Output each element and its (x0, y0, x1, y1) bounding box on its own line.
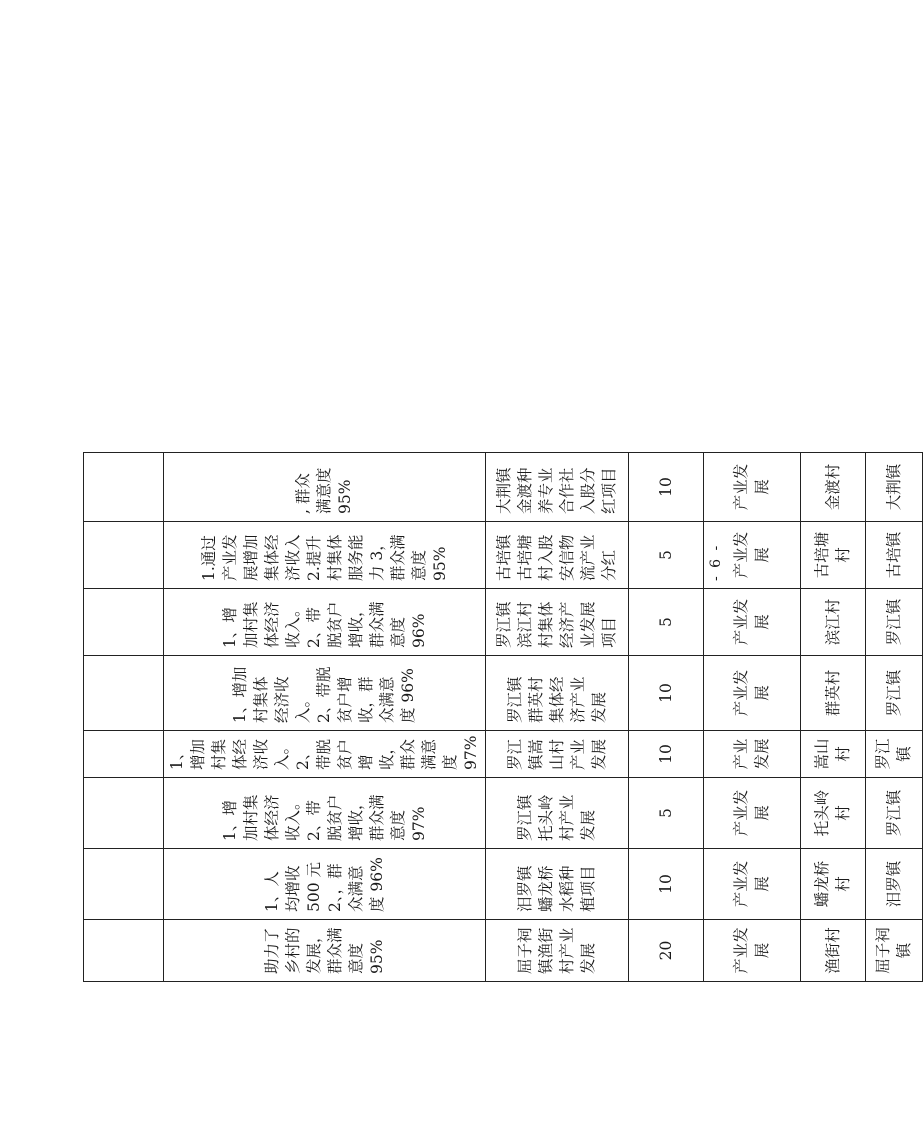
blank-cell (84, 849, 164, 920)
category-cell: 产业发展 (704, 522, 801, 589)
benefit-line: 2、带脱贫户增收，群众满意度 96% (315, 666, 417, 723)
blank-cell (84, 522, 164, 589)
project-cell: 古培镇古培塘村入股安信物流产业分红 (486, 522, 629, 589)
benefit-line: 助力了乡村的发展，群众满意度 95% (262, 927, 386, 974)
project-cell: 罗江镇嵩山村产业发展 (486, 731, 629, 778)
category-cell: 产业发展 (704, 589, 801, 656)
row-village (801, 82, 866, 982)
project-cell: 大荆镇金渡种养专业合作社入股分红项目 (486, 453, 629, 522)
benefit-cell (164, 778, 486, 849)
project-cell: 罗江镇群英村集体经济产业发展 (486, 656, 629, 731)
row-amount (629, 82, 704, 982)
amount-cell: 10 (629, 731, 704, 778)
village-cell: 渔街村 (801, 920, 866, 982)
benefit-line: 1、增加村集体经济收入。 (220, 601, 302, 648)
benefit-cell (164, 656, 486, 731)
category-cell: 产业发展 (704, 656, 801, 731)
village-cell: 古培塘村 (801, 522, 866, 589)
benefit-line: , 群众满意度 95% (294, 467, 354, 514)
row-category (704, 82, 801, 982)
benefit-line: 1、增加村集体经济收入。 (220, 794, 302, 841)
blank-cell (84, 453, 164, 522)
table-body (84, 82, 923, 982)
row-town (866, 82, 923, 982)
benefit-line: 2、带脱贫户增收，群众满意度 96% (304, 601, 428, 648)
blank-cell (84, 778, 164, 849)
blank-cell (84, 589, 164, 656)
category-cell: 产业发展 (704, 731, 801, 778)
amount-cell: 10 (629, 849, 704, 920)
blank-cell (84, 920, 164, 982)
town-cell: 大荆镇 (866, 453, 923, 522)
benefit-line: 1.通过产业发展增加集体经济收入 2.提升村集体服务能力 3，群众满意度 95% (199, 534, 449, 581)
amount-cell: 5 (629, 522, 704, 589)
amount-cell: 20 (629, 920, 704, 982)
village-cell: 金渡村 (801, 453, 866, 522)
page-number: - 6 - (708, 543, 724, 581)
benefit-cell (164, 849, 486, 920)
project-cell: 罗江镇托头岭村产业发展 (486, 778, 629, 849)
town-cell: 汨罗镇 (866, 849, 923, 920)
town-cell: 屈子祠镇 (866, 920, 923, 982)
row-benefit (164, 82, 486, 982)
town-cell: 罗江镇 (866, 778, 923, 849)
amount-cell: 10 (629, 656, 704, 731)
project-cell: 屈子祠镇渔街村产业发展 (486, 920, 629, 982)
category-cell: 产业发展 (704, 849, 801, 920)
amount-cell: 5 (629, 778, 704, 849)
amount-cell: 5 (629, 589, 704, 656)
town-cell: 罗江镇 (866, 656, 923, 731)
benefit-line: 2、带脱贫户增收，群众满意度 97% (304, 794, 428, 841)
blank-row (84, 82, 164, 982)
village-cell: 滨江村 (801, 589, 866, 656)
benefit-cell (164, 522, 486, 589)
amount-cell: 10 (629, 453, 704, 522)
benefit-cell (164, 920, 486, 982)
category-cell: 产业发展 (704, 778, 801, 849)
benefit-line: 2、带脱贫户增收，群众满意度 97% (294, 735, 480, 770)
category-cell: 产业发展 (704, 920, 801, 982)
village-cell: 蟠龙桥村 (801, 849, 866, 920)
benefit-line: 1、人均增收 500 元 2、，群众满意度 96% (262, 857, 386, 912)
project-cell: 罗江镇滨江村村集体经济产业发展项目 (486, 589, 629, 656)
town-cell: 古培镇 (866, 522, 923, 589)
benefit-cell (164, 731, 486, 778)
project-cell: 汨罗镇蟠龙桥水稻种植项目 (486, 849, 629, 920)
benefit-line: 1、增加村集体经济收入。 (168, 738, 291, 770)
benefit-cell (164, 589, 486, 656)
project-table (83, 81, 923, 982)
village-cell: 托头岭村 (801, 778, 866, 849)
benefit-cell (164, 453, 486, 522)
row-project (486, 82, 629, 982)
village-cell: 群英村 (801, 656, 866, 731)
category-cell: 产业发展 (704, 453, 801, 522)
benefit-line: 1、增加村集体经济收入。 (231, 666, 312, 723)
blank-cell (84, 731, 164, 778)
town-cell: 罗江镇 (866, 731, 923, 778)
town-cell: 罗江镇 (866, 589, 923, 656)
village-cell: 嵩山村 (801, 731, 866, 778)
blank-cell (84, 656, 164, 731)
